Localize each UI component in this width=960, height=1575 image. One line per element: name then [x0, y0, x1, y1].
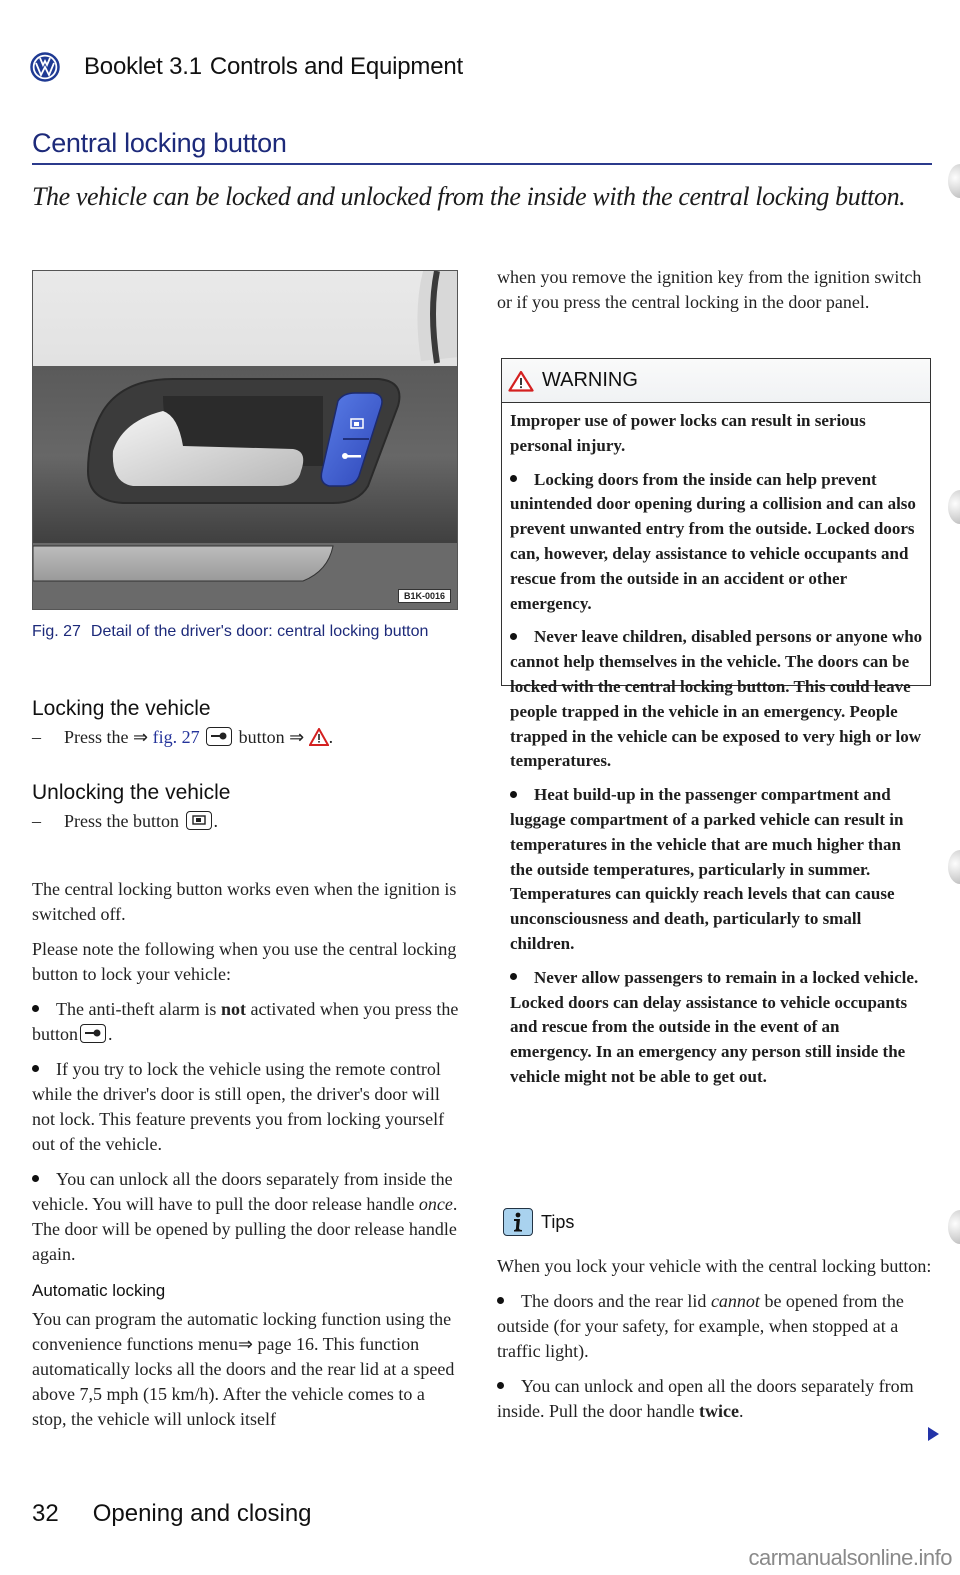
unlocking-step-end: . — [213, 811, 218, 831]
warning-bullet: Locking doors from the inside can help prevent unintended door opening during a collision and can also prevent unwanted entry from the outside. Locked doors can, however, delay assistance to vehicle occupants and rescue from the outside in an accident or other emergency. — [510, 468, 924, 617]
tips-body — [497, 1254, 932, 1424]
automatic-locking-heading: Automatic locking — [32, 1281, 166, 1300]
unlocking-step-prefix: Press the button — [64, 811, 179, 831]
binding-hole — [948, 850, 960, 884]
figure-number: Fig. 27 — [32, 623, 81, 640]
bullet-emphasis: not — [220, 999, 246, 1019]
vw-logo-icon — [30, 52, 60, 82]
binding-hole — [948, 490, 960, 524]
paragraph-note: Please note the following when you use the central locking button to lock your vehicle: — [32, 939, 457, 984]
warning-bullet: Heat build-up in the passenger compartment and luggage compartment of a parked vehicle can result in temperatures in the vehicle that are much higher than the outside temperatures, particularly in summer. Temperatures can quickly reach levels that can cause unconsciousness and death, particularly to small children. — [510, 783, 924, 957]
bullet-text: You can unlock all the doors separately from inside the vehicle. You will have to pull the door release handle — [32, 1169, 453, 1214]
unlocking-step — [32, 809, 462, 834]
figure-door-detail — [32, 270, 458, 610]
tips-header — [503, 1208, 574, 1236]
lock-key-icon — [206, 727, 232, 746]
page-number: 32 — [32, 1500, 59, 1527]
unlocking-heading: Unlocking the vehicle — [32, 781, 231, 804]
bullet-text: . The door will be opened by pulling the door release handle again. — [32, 1194, 458, 1264]
figure-caption-text: Detail of the driver's door: central locking button — [90, 623, 429, 640]
paragraph-ignition: The central locking button works even when the ignition is switched off. — [32, 879, 457, 924]
locking-step-end: . — [328, 727, 334, 747]
figure-27-link[interactable]: fig. 27 — [152, 727, 200, 747]
automatic-locking-section — [32, 1281, 462, 1432]
bullet-emphasis: once — [418, 1194, 453, 1214]
door-illustration — [33, 271, 458, 610]
warning-intro: Improper use of power locks can result in serious personal injury. — [510, 411, 866, 455]
section-title: Central locking button — [32, 128, 287, 158]
unlock-icon — [186, 811, 212, 830]
binding-hole — [948, 1210, 960, 1244]
bullet-unlock-separately — [32, 1167, 462, 1267]
chapter-title: Opening and closing — [92, 1500, 312, 1527]
left-body — [32, 877, 462, 1267]
booklet-subtitle: Controls and Equipment — [209, 53, 463, 80]
bullet-end: . — [108, 1024, 113, 1044]
warning-label: WARNING — [542, 369, 638, 391]
warning-triangle-icon — [508, 370, 534, 392]
warning-bullet: Never allow passengers to remain in a locked vehicle. Locked doors can delay assistance to vehicle occupants and rescue from the outside in the event of an emergency. In an emergency any person still inside the vehicle might not be able to get out. — [510, 966, 924, 1090]
section-divider — [32, 163, 932, 165]
tips-label: Tips — [541, 1211, 575, 1232]
bullet-anti-theft — [32, 997, 462, 1047]
warning-bullet: Never leave children, disabled persons or anyone who cannot help themselves in the vehicle. The doors can be locked with the central locking button. This could leave people trapped in the vehicle in an emergency. People trapped in the vehicle can be exposed to very high or low temperatures. — [510, 625, 924, 774]
locking-step-suffix: button ⇒ — [238, 727, 305, 747]
section-intro: The vehicle can be locked and unlocked from the inside with the central locking button. — [32, 182, 906, 211]
figure-caption — [32, 620, 462, 644]
bullet-text: activated when you press the button — [32, 999, 459, 1044]
bullet-text: You can unlock and open all the doors separately from inside. Pull the door handle — [497, 1376, 914, 1421]
locking-step — [32, 725, 462, 750]
automatic-locking-text: You can program the automatic locking function using the convenience functions menu⇒ page 16. This function automatically locks all the doors and the rear lid at a speed above 7,5 mph (15 km/h). After the vehicle comes to a stop, the vehicle will unlock itself — [32, 1309, 455, 1429]
warning-box — [501, 358, 931, 1086]
warning-triangle-icon[interactable] — [309, 728, 329, 746]
tips-intro: When you lock your vehicle with the central locking button: — [497, 1256, 932, 1276]
bullet-text: The doors and the rear lid — [521, 1291, 707, 1311]
watermark: carmanualsonline.info — [748, 1545, 952, 1570]
bullet-emphasis: cannot — [710, 1291, 760, 1311]
booklet-title — [84, 53, 463, 81]
warning-header — [502, 359, 930, 403]
bullet-end: . — [738, 1401, 744, 1421]
next-page-arrow-icon[interactable] — [928, 1427, 939, 1441]
unlocking-section — [32, 781, 462, 834]
lock-key-icon — [80, 1024, 106, 1043]
tips-bullet-unlock-twice — [497, 1374, 932, 1424]
bullet-emphasis: twice — [698, 1401, 739, 1421]
figure-code: B1K-0016 — [398, 589, 451, 603]
continuation-text: when you remove the ignition key from the ignition switch or if you press the central locking in the door panel. — [497, 267, 922, 312]
binding-hole — [948, 164, 960, 198]
booklet-label: Booklet 3.1 — [84, 53, 202, 80]
info-icon — [503, 1208, 533, 1236]
step-dash: – — [32, 727, 41, 747]
locking-section — [32, 697, 462, 750]
bullet-remote-control: If you try to lock the vehicle using the remote control while the driver's door is still open, the driver's door will not lock. This feature prevents you from locking yourself out of the vehicle. — [32, 1057, 462, 1157]
bullet-text: be opened from the outside (for your safety, for example, when stopped at a traffic light). — [497, 1291, 904, 1361]
step-dash: – — [32, 811, 41, 831]
locking-step-prefix: Press the ⇒ — [64, 727, 149, 747]
warning-body — [502, 403, 930, 1103]
tips-bullet-cannot-open — [497, 1289, 932, 1364]
booklet-header — [30, 52, 463, 82]
page-footer — [32, 1500, 312, 1528]
bullet-text: The anti-theft alarm is — [56, 999, 217, 1019]
locking-heading: Locking the vehicle — [32, 697, 211, 720]
